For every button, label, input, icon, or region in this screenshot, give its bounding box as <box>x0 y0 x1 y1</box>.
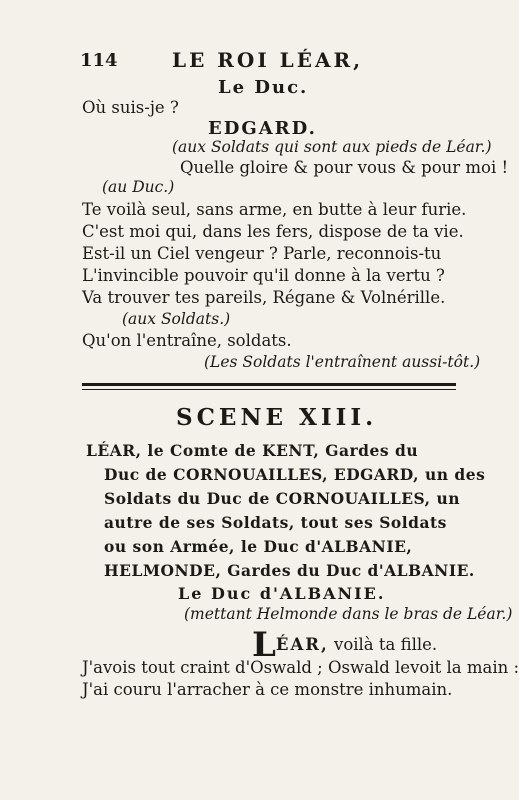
page-number: 114 <box>80 50 118 71</box>
scene-title: SCENE XIII. <box>176 404 378 431</box>
cast-line: ou son Armée, le Duc d'ALBANIE, <box>104 537 413 556</box>
stage-direction-aux-soldats: (aux Soldats.) <box>122 310 231 328</box>
cast-line: LÉAR, le Comte de KENT, Gardes du <box>86 441 419 460</box>
stage-direction-soldats-pieds: (aux Soldats qui sont aux pieds de Léar.) <box>172 138 492 156</box>
verse-line-quon: Qu'on l'entraîne, soldats. <box>82 331 292 350</box>
verse-line: Te voilà seul, sans arme, en butte à leur furie. <box>82 200 467 219</box>
stage-direction-helmonde: (mettant Helmonde dans le bras de Léar.) <box>184 605 513 623</box>
verse-line-quelle-gloire: Quelle gloire & pour vous & pour moi ! <box>180 158 509 177</box>
running-title: LE ROI LÉAR, <box>172 48 364 72</box>
speaker-lear: ÉAR, <box>275 635 329 654</box>
speaker-duc: Le Duc. <box>218 77 309 98</box>
stage-direction-au-duc: (au Duc.) <box>102 178 175 196</box>
lear-speech-opening <box>252 625 438 665</box>
cast-line: Soldats du Duc de CORNOUAILLES, un <box>104 489 461 508</box>
verse-line: J'avois tout craint d'Oswald ; Oswald levoit la main : <box>82 658 519 677</box>
scene-divider-thin <box>82 389 456 390</box>
verse-line: L'invincible pouvoir qu'il donne à la vertu ? <box>82 266 445 285</box>
cast-line: HELMONDE, Gardes du Duc d'ALBANIE. <box>104 561 475 580</box>
verse-line-voila: voilà ta fille. <box>334 635 438 654</box>
verse-line: Est-il un Ciel vengeur ? Parle, reconnois-tu <box>82 244 442 263</box>
speaker-duc-albanie: Le Duc d'ALBANIE. <box>178 584 386 603</box>
scene-divider-thick <box>82 383 456 386</box>
speaker-edgard: EDGARD. <box>208 118 317 139</box>
cast-line: autre de ses Soldats, tout ses Soldats <box>104 513 447 532</box>
verse-line-ou-suis: Où suis-je ? <box>82 98 179 117</box>
stage-direction-entrainent: (Les Soldats l'entraînent aussi-tôt.) <box>204 353 481 371</box>
drop-cap: L <box>252 625 276 665</box>
cast-line: Duc de CORNOUAILLES, EDGARD, un des <box>104 465 486 484</box>
verse-line: C'est moi qui, dans les fers, dispose de ta vie. <box>82 222 464 241</box>
verse-line: J'ai couru l'arracher à ce monstre inhumain. <box>82 680 453 699</box>
verse-line: Va trouver tes pareils, Régane & Volnérille. <box>82 288 446 307</box>
